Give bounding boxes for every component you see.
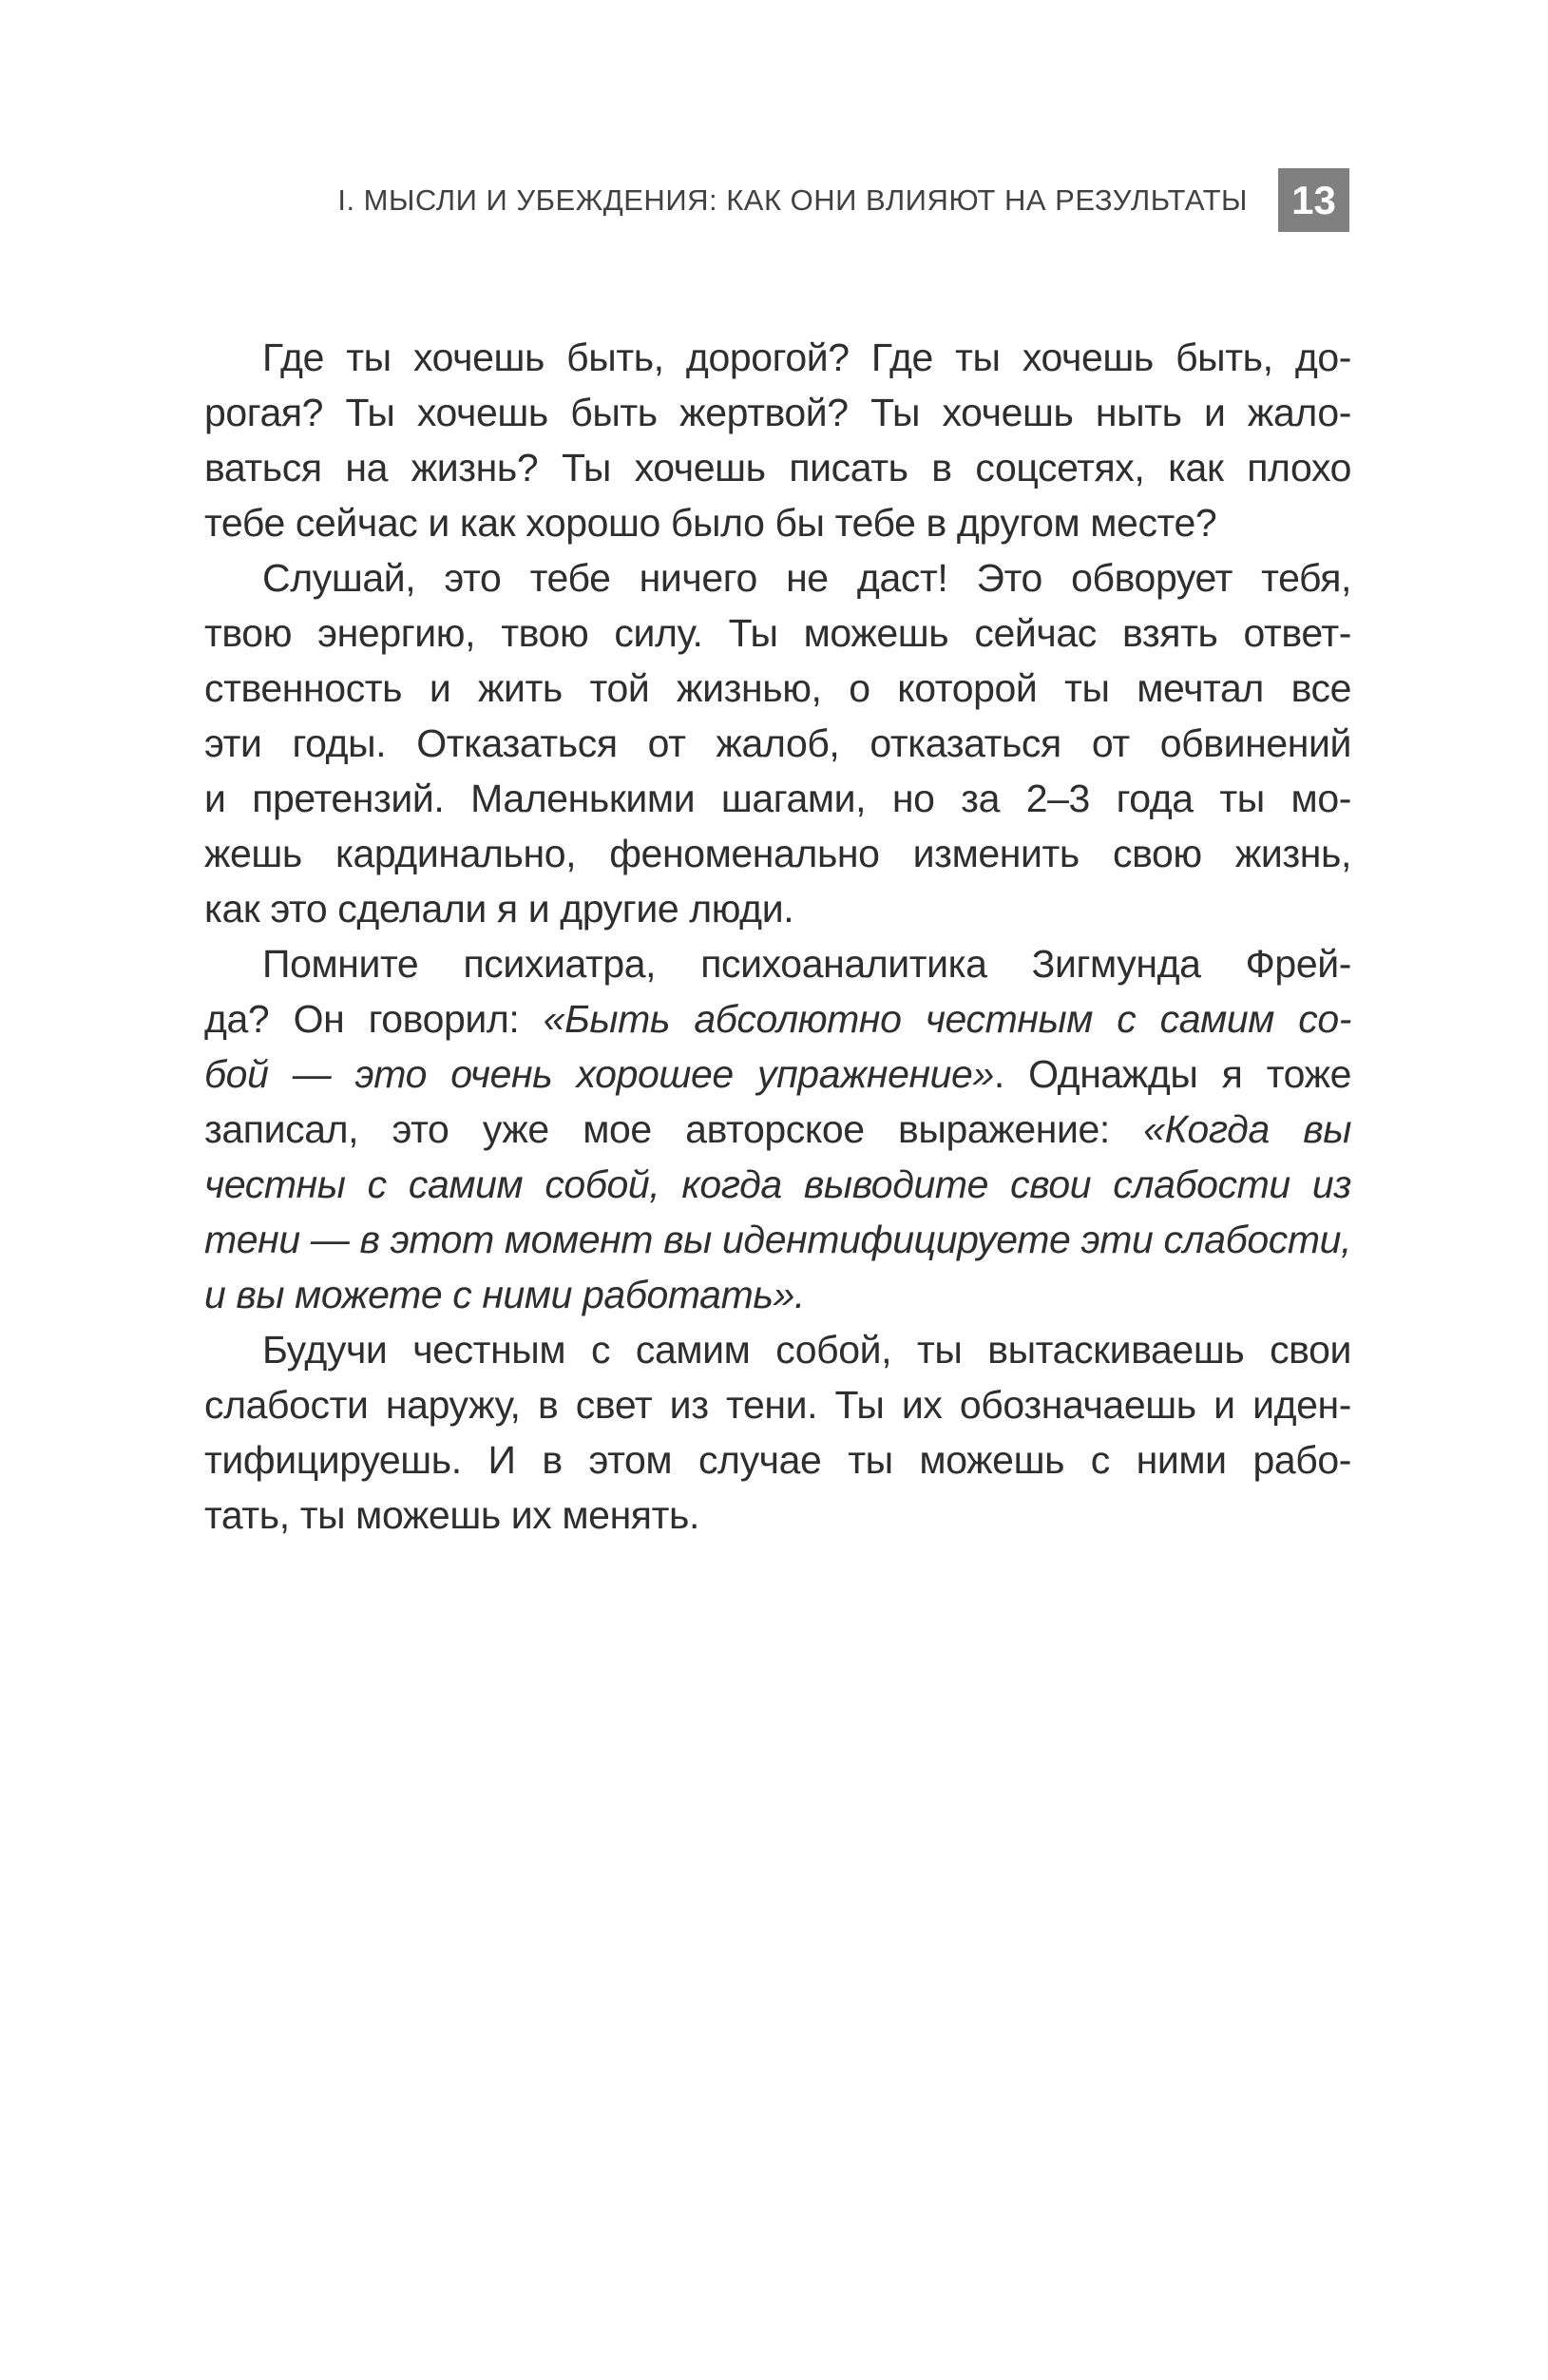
- body-line: [204, 1488, 1351, 1543]
- quoted-italic-text: честны с самим собой, когда выводите свои слабости из: [204, 1162, 1351, 1206]
- body-line: [204, 936, 1351, 991]
- body-line: [204, 330, 1351, 385]
- page-number-badge: 13: [1278, 168, 1349, 232]
- body-line: [204, 881, 1351, 936]
- body-text-segment: рогая? Ты хочешь быть жертвой? Ты хочешь ныть и жало-: [204, 391, 1351, 434]
- body-text-segment: жешь кардинально, феноменально изменить свою жизнь,: [204, 832, 1351, 875]
- body-line: [204, 826, 1351, 881]
- body-text-segment: да? Он говорил:: [204, 997, 544, 1041]
- quoted-italic-text: тени — в этот момент вы идентифицируете эти слабости,: [204, 1218, 1351, 1261]
- body-text-segment: ственность и жить той жизнью, о которой ты мечтал все: [204, 666, 1351, 710]
- quoted-italic-text: «Когда вы: [1143, 1107, 1351, 1151]
- body-line: [204, 661, 1351, 716]
- chapter-title: I. МЫСЛИ И УБЕЖДЕНИЯ: КАК ОНИ ВЛИЯЮТ НА РЕЗУЛЬТАТЫ: [337, 182, 1248, 217]
- body-text-segment: Где ты хочешь быть, дорогой? Где ты хочешь быть, до-: [262, 336, 1351, 379]
- body-text-segment: тать, ты можешь их менять.: [204, 1493, 699, 1537]
- body-line: [204, 440, 1351, 495]
- body-text-segment: Помните психиатра, психоаналитика Зигмунда Фрей-: [262, 942, 1351, 986]
- quoted-italic-text: и вы можете с ними работать».: [204, 1273, 805, 1316]
- body-text-segment: как это сделали я и другие люди.: [204, 887, 794, 931]
- quoted-italic-text: бой — это очень хорошее упражнение»: [204, 1052, 994, 1096]
- body-line: [204, 550, 1351, 605]
- quoted-italic-text: «Быть абсолютно честным с самим со-: [543, 997, 1351, 1041]
- body-line: [204, 495, 1351, 550]
- body-text-segment: ваться на жизнь? Ты хочешь писать в соцсетях, как плохо: [204, 446, 1351, 489]
- body-line: [204, 1102, 1351, 1157]
- running-header: [204, 168, 1349, 232]
- body-line: [204, 716, 1351, 771]
- body-line: [204, 771, 1351, 826]
- body-line: [204, 1432, 1351, 1488]
- body-line: [204, 1267, 1351, 1322]
- body-text-segment: слабости наружу, в свет из тени. Ты их обозначаешь и иден-: [204, 1383, 1351, 1427]
- body-text-segment: тифицируешь. И в этом случае ты можешь с ними рабо-: [204, 1438, 1351, 1482]
- body-line: [204, 1377, 1351, 1432]
- body-text-segment: . Однажды я тоже: [993, 1052, 1351, 1096]
- body-line: [204, 1212, 1351, 1267]
- body-line: [204, 1322, 1351, 1377]
- body-text-segment: эти годы. Отказаться от жалоб, отказаться от обвинений: [204, 721, 1351, 765]
- body-line: [204, 385, 1351, 440]
- body-text-segment: Будучи честным с самим собой, ты вытаскиваешь свои: [262, 1328, 1351, 1372]
- body-text-segment: тебе сейчас и как хорошо было бы тебе в другом месте?: [204, 501, 1217, 545]
- body-line: [204, 605, 1351, 661]
- body-text: [204, 330, 1351, 1543]
- body-line: [204, 1046, 1351, 1102]
- body-text-segment: и претензий. Маленькими шагами, но за 2–3 года ты мо-: [204, 777, 1351, 820]
- body-text-segment: записал, это уже мое авторское выражение:: [204, 1107, 1144, 1151]
- body-text-segment: твою энергию, твою силу. Ты можешь сейчас взять ответ-: [204, 611, 1351, 655]
- body-line: [204, 991, 1351, 1046]
- body-line: [204, 1157, 1351, 1212]
- body-text-segment: Слушай, это тебе ничего не даст! Это обворует тебя,: [262, 556, 1351, 600]
